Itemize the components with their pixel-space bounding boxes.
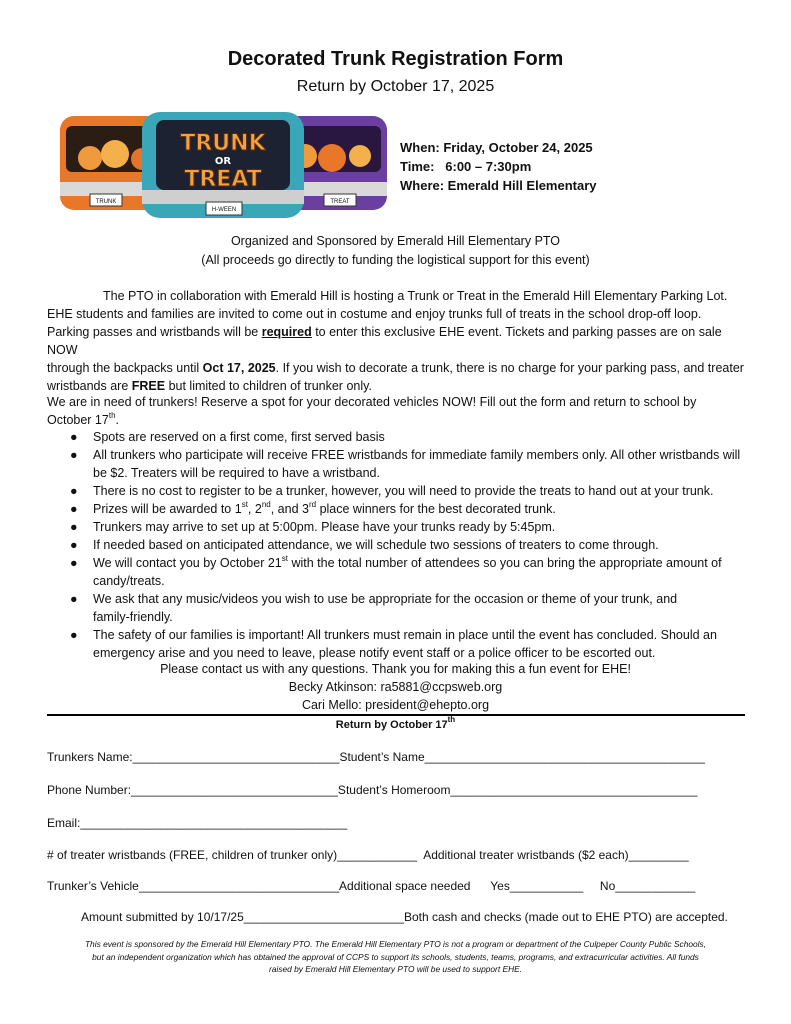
- list-item-text: , 2: [247, 502, 262, 516]
- ordinal-suffix: st: [241, 499, 248, 509]
- list-item-text: , and 3: [270, 502, 309, 516]
- page-title: Decorated Trunk Registration Form: [227, 48, 564, 70]
- proceeds-note: (All proceeds go directly to funding the logistical support for this event): [201, 253, 590, 267]
- list-item-text: If needed based on anticipated attendance, we will schedule two sessions of treaters to come through.: [93, 538, 659, 552]
- organizer-line: Organized and Sponsored by Emerald Hill Elementary PTO: [230, 234, 561, 248]
- list-item: [47, 428, 747, 446]
- event-where: Where: Emerald Hill Elementary: [400, 178, 597, 193]
- list-item: [47, 446, 747, 482]
- bullet-icon: ●: [70, 628, 78, 642]
- plate-left-text: TRUNK: [95, 199, 117, 205]
- vehicle-space-row[interactable]: Trunker’s Vehicle______________________________Additional space needed Yes___________ No____________: [47, 879, 696, 893]
- event-details: [400, 138, 597, 195]
- trunker-request: [47, 393, 747, 429]
- deadline-emphasis: Oct 17, 2025: [202, 361, 276, 375]
- bullet-icon: ●: [70, 430, 78, 444]
- list-item: [47, 590, 747, 626]
- bullet-icon: ●: [70, 538, 78, 552]
- bullet-icon: ●: [70, 556, 78, 570]
- ordinal-suffix: rd: [308, 499, 317, 509]
- intro-line: [47, 359, 747, 377]
- list-item-text: All trunkers who participate will receive FREE wristbands for immediate family members only. All other wristbands will: [93, 448, 741, 462]
- list-item: [47, 626, 747, 662]
- bullet-icon: ●: [70, 520, 78, 534]
- event-when: When: Friday, October 24, 2025: [400, 140, 593, 155]
- list-item-text: We ask that any music/videos you wish to use be appropriate for the occasion or theme of your trunk, and: [93, 592, 678, 606]
- wristbands-row[interactable]: # of treater wristbands (FREE, children of trunker only)____________ Additional treater wristbands ($2 each)_________: [47, 848, 689, 862]
- list-item-text: family-friendly.: [93, 610, 173, 624]
- organizer-block: [0, 232, 791, 270]
- list-item-text: Trunkers may arrive to set up at 5:00pm. Please have your trunks ready by 5:45pm.: [93, 520, 556, 534]
- amount-row[interactable]: Amount submitted by 10/17/25________________________Both cash and checks (made out to EHE PTO) are accepted.: [81, 910, 728, 924]
- list-item: [47, 482, 747, 500]
- intro-text: Parking passes and wristbands will be: [47, 325, 262, 339]
- list-item-text: We will contact you by October 21: [93, 556, 282, 570]
- list-item: [47, 518, 747, 536]
- logo-trunk-text: TRUNK: [180, 131, 266, 156]
- intro-line: The PTO in collaboration with Emerald Hill is hosting a Trunk or Treat in the Emerald Hill Elementary Parking Lot.: [103, 289, 728, 303]
- request-line: We are in need of trunkers! Reserve a spot for your decorated vehicles NOW! Fill out the form and return to school by: [47, 395, 697, 409]
- event-time: Time: 6:00 – 7:30pm: [400, 159, 532, 174]
- required-emphasis: required: [261, 325, 312, 339]
- logo-or-text: OR: [214, 156, 232, 167]
- name-fields-row[interactable]: Trunkers Name:_______________________________Student’s Name__________________________________________: [47, 750, 705, 764]
- list-item: [47, 554, 747, 590]
- list-item-text: The safety of our families is important! All trunkers must remain in place until the event has concluded. Should an: [93, 628, 717, 642]
- plate-center-text: H-WEEN: [211, 207, 237, 213]
- contact-person: Becky Atkinson: ra5881@ccpsweb.org: [288, 680, 503, 694]
- list-item: [47, 500, 747, 518]
- disclaimer-line: but an independent organization which has obtained the approval of CCPS to support its schools, students, teams, programs, and extracurricular activities. All funds: [92, 951, 699, 962]
- contact-person: Cari Mello: president@ehepto.org: [301, 698, 490, 712]
- list-item: [47, 536, 747, 554]
- ordinal-suffix: th: [108, 410, 116, 420]
- intro-text: . If you wish to decorate a trunk, there is no charge for your parking pass, and treater: [275, 361, 744, 375]
- bullet-icon: ●: [70, 592, 78, 606]
- contact-block: [0, 660, 791, 714]
- list-item-text: with the total number of attendees so you can bring the appropriate amount of: [287, 556, 722, 570]
- ordinal-suffix: st: [281, 553, 288, 563]
- bullet-icon: ●: [70, 484, 78, 498]
- intro-text: to enter this exclusive EHE event. Tickets and parking passes are on sale NOW: [47, 325, 722, 357]
- list-item-text: candy/treats.: [93, 574, 165, 588]
- intro-text: but limited to children of trunker only.: [165, 379, 372, 393]
- list-item-text: place winners for the best decorated trunk.: [316, 502, 556, 516]
- thanks-line: Please contact us with any questions. Thank you for making this a fun event for EHE!: [160, 662, 631, 676]
- page-subtitle: Return by October 17, 2025: [296, 78, 495, 95]
- intro-line: EHE students and families are invited to come out in costume and enjoy trunks full of treats in the school drop-off loop.: [47, 307, 702, 321]
- list-item-text: Spots are reserved on a first come, first served basis: [93, 430, 385, 444]
- request-text: .: [115, 413, 119, 427]
- intro-text: through the backpacks until: [47, 361, 203, 375]
- disclaimer-line: This event is sponsored by the Emerald Hill Elementary PTO. The Emerald Hill Elementary PTO is not a program or department of the Culpeper County Public Schools,: [84, 939, 707, 949]
- rules-list: [47, 428, 747, 662]
- free-emphasis: FREE: [131, 379, 166, 393]
- form-return-note: [0, 715, 791, 731]
- trunk-or-treat-banner: [60, 112, 387, 218]
- request-line: [47, 411, 747, 429]
- ordinal-suffix: nd: [261, 499, 271, 509]
- return-text: Return by October 17: [335, 719, 448, 731]
- list-item-text: emergency arise and you need to leave, please notify event staff or a police officer to be escorted out.: [93, 646, 656, 660]
- intro-line: [47, 323, 747, 359]
- intro-paragraph: [47, 287, 747, 395]
- footer-disclaimer: [50, 938, 741, 976]
- request-text: October 17: [47, 413, 109, 427]
- email-row[interactable]: Email:________________________________________: [47, 816, 348, 830]
- bullet-icon: ●: [70, 448, 78, 462]
- list-item-text: There is no cost to register to be a trunker, however, you will need to provide the treats to hand out at your trunk.: [93, 484, 714, 498]
- ordinal-suffix: th: [447, 715, 456, 725]
- phone-homeroom-row[interactable]: Phone Number:_______________________________Student’s Homeroom_____________________________________: [47, 783, 698, 797]
- intro-text: wristbands are: [47, 379, 132, 393]
- logo-treat-text: TREAT: [184, 167, 262, 192]
- list-item-text: be $2. Treaters will be required to have a wristband.: [93, 466, 380, 480]
- bullet-icon: ●: [70, 502, 78, 516]
- list-item-text: Prizes will be awarded to 1: [93, 502, 242, 516]
- disclaimer-line: raised by Emerald Hill Elementary PTO will be used to support EHE.: [268, 964, 523, 974]
- plate-right-text: TREAT: [330, 199, 350, 205]
- section-divider: [47, 714, 745, 716]
